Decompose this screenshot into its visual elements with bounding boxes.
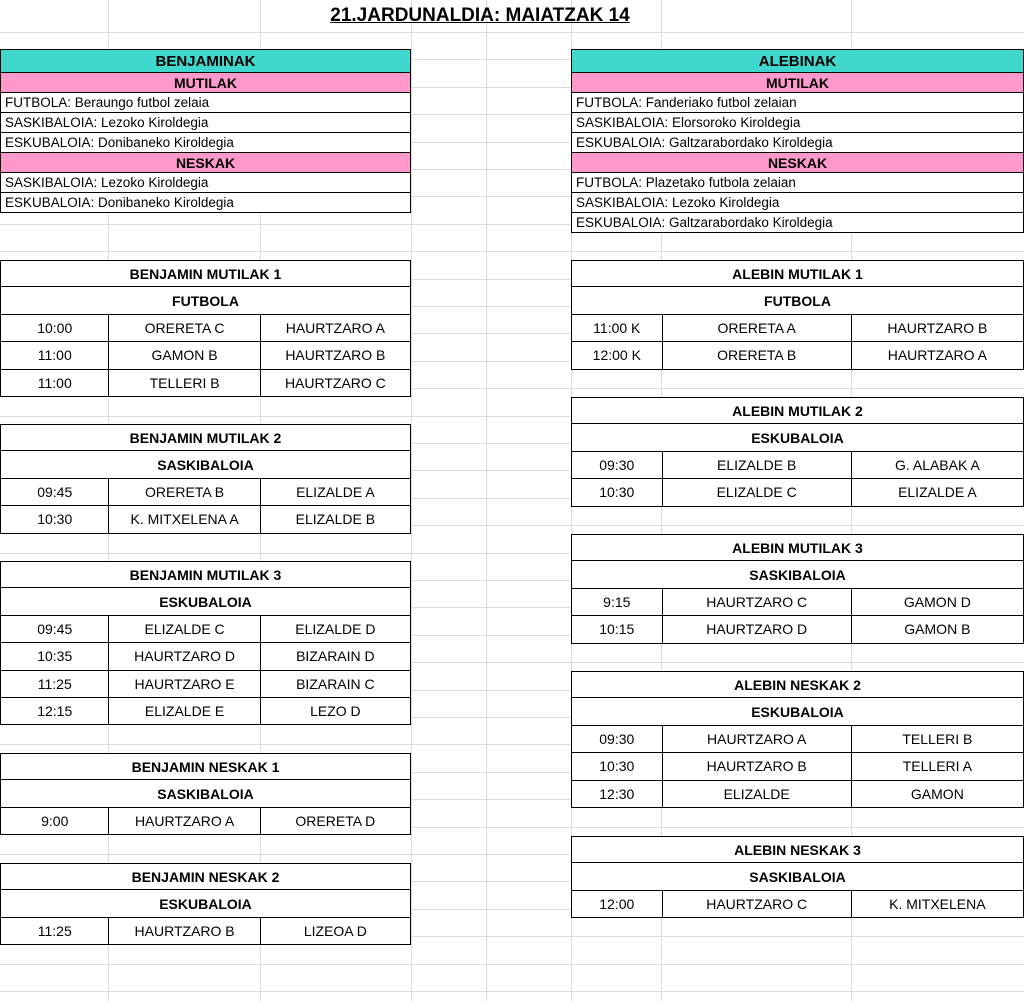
away-team: LIZEOA D [260, 918, 410, 944]
match-time: 11:25 [37, 675, 72, 692]
match-row [0, 315, 411, 342]
group-title: BENJAMIN NESKAK 1 [131, 758, 280, 775]
match-time: 11:00 K [593, 319, 641, 336]
match-time: 10:35 [37, 648, 73, 665]
boys-label: MUTILAK [1, 73, 410, 92]
home-team: HAURTZARO A [662, 726, 851, 752]
venue-line: ESKUBALOIA: Galtzarabordako Kiroldegia [576, 215, 833, 230]
group-title: BENJAMIN NESKAK 2 [131, 868, 280, 885]
home-team: TELLERI B [108, 370, 259, 396]
match-row [0, 506, 411, 533]
away-team: ELIZALDE A [260, 479, 410, 505]
group-title: ALEBIN NESKAK 2 [734, 676, 861, 693]
match-row [571, 781, 1024, 808]
away-team: ELIZALDE B [260, 506, 410, 532]
schedule-benjamin-mutilak-2 [0, 424, 411, 534]
match-time: 09:30 [599, 456, 635, 473]
venue-line: SASKIBALOIA: Elorsoroko Kiroldegia [576, 115, 801, 130]
match-time: 11:25 [37, 922, 72, 939]
away-team: LEZO D [260, 698, 410, 724]
group-title: BENJAMIN MUTILAK 2 [129, 429, 282, 446]
group-title: BENJAMIN MUTILAK 3 [129, 566, 282, 583]
venue-line: FUTBOLA: Fanderiako futbol zelaian [576, 95, 797, 110]
sport-label: ESKUBALOIA [159, 895, 252, 912]
away-team: HAURTZARO C [260, 370, 410, 396]
girls-label: NESKAK [572, 153, 1023, 172]
benjaminak-venues [0, 49, 411, 213]
schedule-benjamin-mutilak-1 [0, 260, 411, 397]
sport-label: SASKIBALOIA [749, 566, 846, 583]
sport-label: SASKIBALOIA [749, 868, 846, 885]
sport-label: SASKIBALOIA [157, 785, 254, 802]
venue-line: SASKIBALOIA: Lezoko Kiroldegia [576, 195, 780, 210]
away-team: BIZARAIN C [260, 671, 410, 697]
match-time: 09:45 [37, 620, 73, 637]
match-row [0, 918, 411, 945]
schedule-alebin-neskak-3 [571, 836, 1024, 918]
venue-line: ESKUBALOIA: Donibaneko Kiroldegia [5, 135, 234, 150]
schedule-alebin-neskak-2 [571, 671, 1024, 808]
away-team: ORERETA D [260, 808, 410, 834]
home-team: HAURTZARO D [108, 643, 259, 669]
home-team: HAURTZARO C [662, 589, 851, 615]
home-team: ORERETA A [662, 315, 851, 341]
match-time: 11:00 [37, 374, 72, 391]
match-time: 10:30 [37, 511, 73, 528]
match-time: 9:15 [603, 593, 631, 610]
venue-line: FUTBOLA: Beraungo futbol zelaia [5, 95, 210, 110]
match-time: 11:00 [37, 347, 72, 364]
match-time: 10:30 [599, 758, 635, 775]
home-team: ORERETA B [108, 479, 259, 505]
home-team: HAURTZARO A [108, 808, 259, 834]
match-row [571, 452, 1024, 479]
sport-label: ESKUBALOIA [751, 703, 844, 720]
away-team: K. MITXELENA [851, 891, 1023, 917]
schedule-benjamin-neskak-1 [0, 753, 411, 835]
match-row [0, 808, 411, 835]
venue-line: ESKUBALOIA: Donibaneko Kiroldegia [5, 195, 234, 210]
match-row [0, 643, 411, 670]
match-row [571, 479, 1024, 506]
match-time: 10:00 [37, 319, 73, 336]
match-row [0, 370, 411, 397]
venue-line: SASKIBALOIA: Lezoko Kiroldegia [5, 115, 209, 130]
venue-line: FUTBOLA: Plazetako futbola zelaian [576, 175, 796, 190]
group-title: ALEBIN NESKAK 3 [734, 841, 861, 858]
away-team: GAMON [851, 781, 1023, 807]
match-row [571, 589, 1024, 616]
home-team: ORERETA B [662, 342, 851, 368]
match-row [0, 671, 411, 698]
match-time: 9:00 [41, 812, 69, 829]
match-row [0, 616, 411, 643]
venue-line: SASKIBALOIA: Lezoko Kiroldegia [5, 175, 209, 190]
schedule-alebin-mutilak-2 [571, 397, 1024, 507]
match-row [571, 616, 1024, 643]
match-time: 12:00 K [592, 347, 641, 364]
sport-label: FUTBOLA [764, 292, 831, 309]
home-team: HAURTZARO D [662, 616, 851, 642]
home-team: ELIZALDE E [108, 698, 259, 724]
sport-label: ESKUBALOIA [159, 593, 252, 610]
schedule-benjamin-mutilak-3 [0, 561, 411, 725]
schedule-alebin-mutilak-3 [571, 534, 1024, 644]
sport-label: SASKIBALOIA [157, 456, 254, 473]
match-time: 12:00 [599, 895, 635, 912]
group-title: ALEBIN MUTILAK 2 [732, 402, 863, 419]
boys-label: MUTILAK [572, 73, 1023, 92]
away-team: G. ALABAK A [851, 452, 1023, 478]
away-team: BIZARAIN D [260, 643, 410, 669]
group-title: ALEBIN MUTILAK 1 [732, 265, 863, 282]
match-row [571, 342, 1024, 369]
alebinak-venues [571, 49, 1024, 233]
away-team: GAMON B [851, 616, 1023, 642]
home-team: ORERETA C [108, 315, 259, 341]
match-row [0, 342, 411, 369]
away-team: HAURTZARO B [260, 342, 410, 368]
match-time: 09:45 [37, 483, 73, 500]
match-row [571, 726, 1024, 753]
match-time: 10:15 [599, 621, 635, 638]
match-row [571, 891, 1024, 918]
match-time: 12:30 [599, 785, 635, 802]
home-team: HAURTZARO B [662, 753, 851, 779]
section-header: BENJAMINAK [1, 50, 410, 72]
home-team: ELIZALDE C [108, 616, 259, 642]
away-team: HAURTZARO A [260, 315, 410, 341]
home-team: K. MITXELENA A [108, 506, 259, 532]
away-team: ELIZALDE A [851, 479, 1023, 505]
away-team: ELIZALDE D [260, 616, 410, 642]
home-team: ELIZALDE C [662, 479, 851, 505]
away-team: HAURTZARO B [851, 315, 1023, 341]
match-time: 12:15 [37, 703, 73, 720]
sport-label: FUTBOLA [172, 292, 239, 309]
sport-label: ESKUBALOIA [751, 429, 844, 446]
away-team: HAURTZARO A [851, 342, 1023, 368]
home-team: HAURTZARO C [662, 891, 851, 917]
away-team: GAMON D [851, 589, 1023, 615]
match-row [0, 479, 411, 506]
match-row [571, 315, 1024, 342]
section-header: ALEBINAK [572, 50, 1023, 72]
girls-label: NESKAK [1, 153, 410, 172]
home-team: ELIZALDE [662, 781, 851, 807]
home-team: ELIZALDE B [662, 452, 851, 478]
away-team: TELLERI A [851, 753, 1023, 779]
match-time: 09:30 [599, 730, 635, 747]
group-title: ALEBIN MUTILAK 3 [732, 539, 863, 556]
away-team: TELLERI B [851, 726, 1023, 752]
schedule-alebin-mutilak-1 [571, 260, 1024, 370]
home-team: GAMON B [108, 342, 259, 368]
schedule-benjamin-neskak-2 [0, 863, 411, 945]
home-team: HAURTZARO B [108, 918, 259, 944]
group-title: BENJAMIN MUTILAK 1 [129, 265, 282, 282]
match-row [571, 753, 1024, 780]
match-time: 10:30 [599, 484, 635, 501]
match-row [0, 698, 411, 725]
page-title: 21.JARDUNALDIA: MAIATZAK 14 [330, 5, 630, 26]
home-team: HAURTZARO E [108, 671, 259, 697]
venue-line: ESKUBALOIA: Galtzarabordako Kiroldegia [576, 135, 833, 150]
